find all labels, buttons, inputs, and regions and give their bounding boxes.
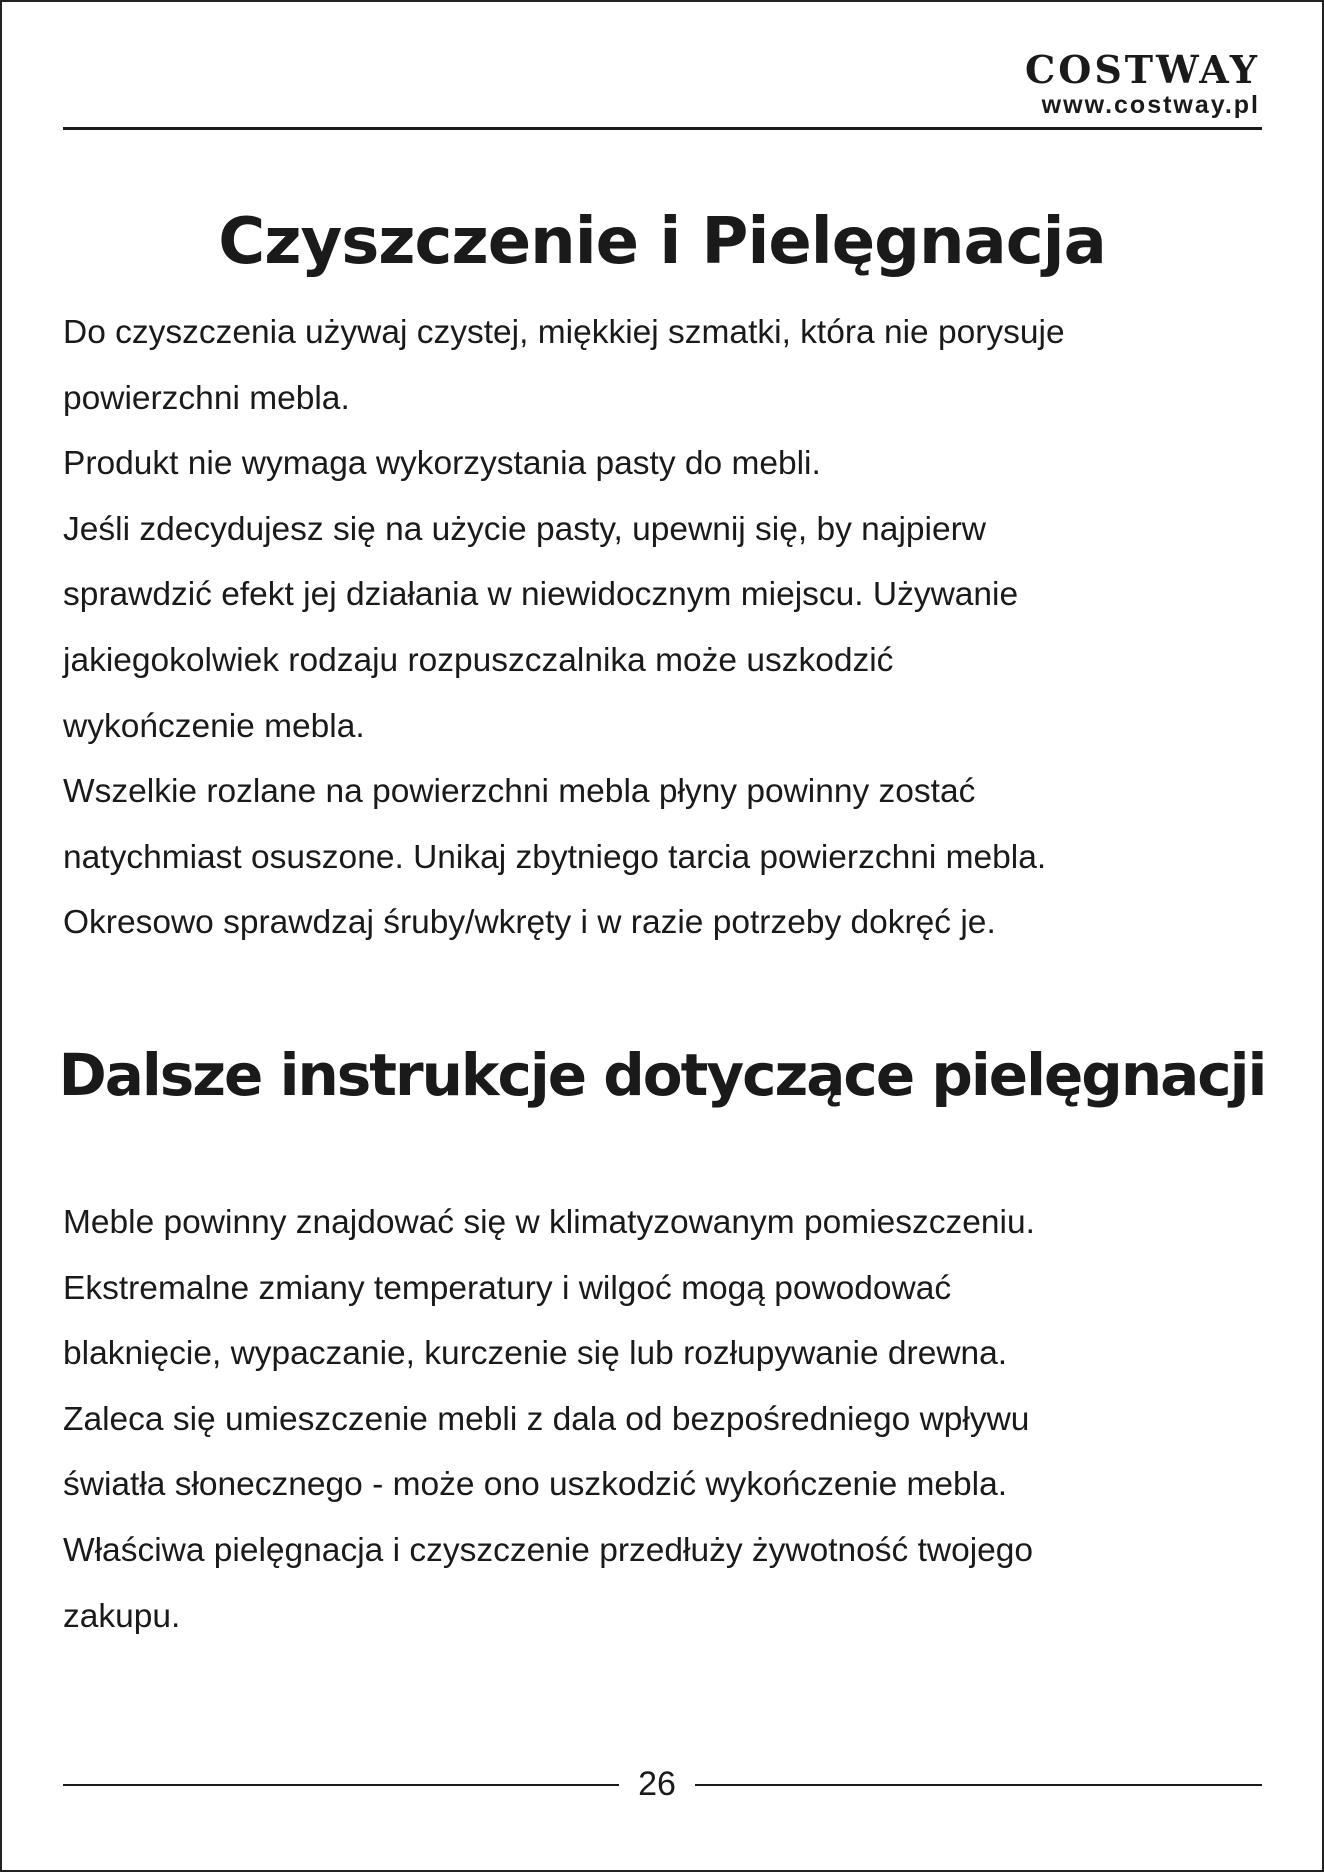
section-body-cleaning — [63, 300, 1263, 956]
body-line: Do czyszczenia używaj czystej, miękkiej szmatki, która nie porysuje — [63, 314, 1065, 351]
footer-divider-left — [63, 1784, 619, 1786]
body-line: blaknięcie, wypaczanie, kurczenie się lub rozłupywanie drewna. — [63, 1335, 1008, 1373]
body-line: Produkt nie wymaga wykorzystania pasty do mebli. — [63, 445, 821, 483]
body-line: Właściwa pielęgnacja i czyszczenie przedłuży żywotność twojego — [63, 1531, 1034, 1569]
body-line: Wszelkie rozlane na powierzchni mebla płyny powinny zostać — [63, 773, 976, 811]
page-footer — [63, 1760, 1262, 1808]
body-line: sprawdzić efekt jej działania w niewidocznym miejscu. Używanie — [63, 576, 1019, 614]
body-line: natychmiast osuszone. Unikaj zbytniego tarcia powierzchni mebla. — [63, 838, 1047, 876]
footer-divider-right — [695, 1784, 1262, 1786]
body-line: Zaleca się umieszczenie mebli z dala od bezpośredniego wpływu — [63, 1400, 1030, 1438]
section-title-care: Dalsze instrukcje dotyczące pielęgnacji — [58, 1041, 1266, 1109]
section-title-cleaning: Czyszczenie i Pielęgnacja — [218, 205, 1106, 279]
page-number: 26 — [638, 1765, 676, 1803]
body-line: Jeśli zdecydujesz się na użycie pasty, upewnij się, by najpierw — [63, 510, 986, 548]
brand-logo — [1024, 47, 1260, 120]
brand-name: COSTWAY — [1024, 47, 1260, 92]
brand-url: www.costway.pl — [1041, 91, 1260, 119]
body-line: Meble powinny znajdować się w klimatyzowanym pomieszczeniu. — [63, 1204, 1035, 1241]
body-line: Ekstremalne zmiany temperatury i wilgoć mogą powodować — [63, 1269, 952, 1307]
body-line: jakiegokolwiek rodzaju rozpuszczalnika może uszkodzić — [63, 641, 894, 679]
body-line: zakupu. — [63, 1597, 181, 1635]
body-line: wykończenie mebla. — [63, 707, 365, 745]
section-body-care — [63, 1190, 1263, 1649]
body-line: powierzchni mebla. — [63, 379, 350, 417]
body-line: światła słonecznego - może ono uszkodzić wykończenie mebla. — [63, 1466, 1008, 1504]
body-line: Okresowo sprawdzaj śruby/wkręty i w razie potrzeby dokręć je. — [63, 904, 996, 942]
header-divider — [63, 127, 1262, 130]
